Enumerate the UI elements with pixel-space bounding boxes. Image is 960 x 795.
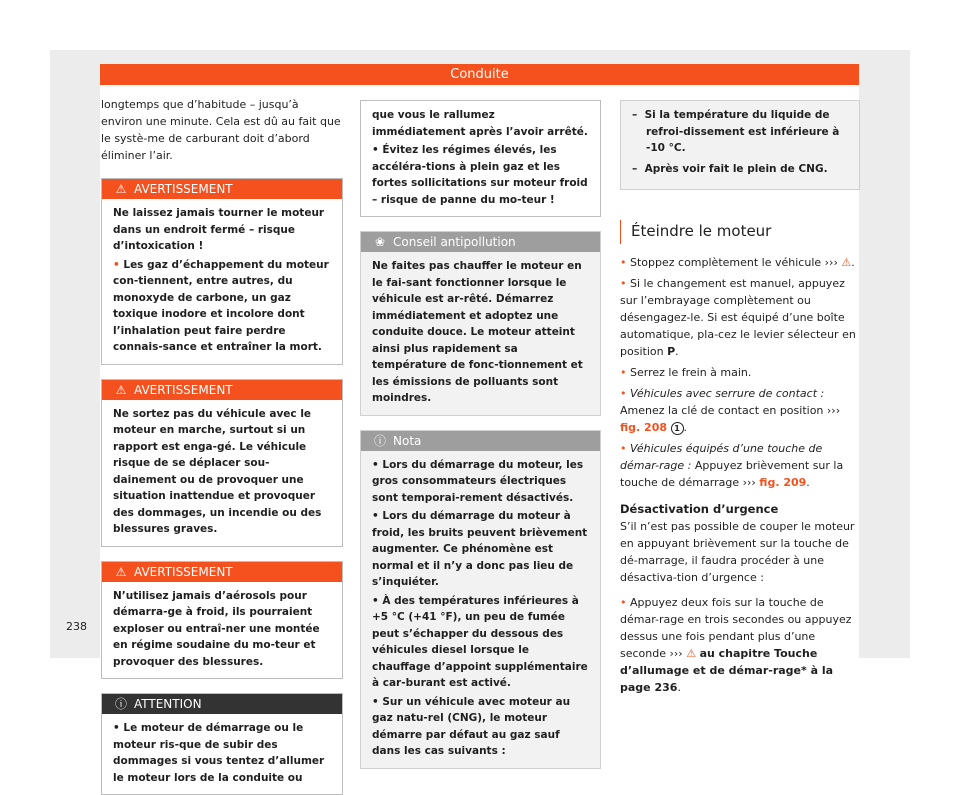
attention-text: que vous le rallumez immédiatement après l’avoir arrêté. (372, 109, 588, 138)
attention-box-continued (360, 100, 601, 217)
eco-tip-box (360, 231, 601, 416)
bullet-icon: • (372, 458, 379, 471)
attention-text: Le moteur de démarrage ou le moteur ris-que de subir des dommages si vous tentez d’allumer le moteur lors de la conduite ou (113, 722, 325, 784)
info-circle-icon: ⓘ (114, 697, 127, 711)
page-header: Conduite (100, 64, 859, 85)
column-2 (360, 96, 601, 769)
dash-icon: – (632, 162, 638, 175)
figure-link[interactable]: fig. 209 (759, 476, 807, 489)
attention-header: ⓘ ATTENTION (102, 694, 342, 714)
bullet-icon: • (372, 594, 379, 607)
warning-header: ⚠ AVERTISSEMENT (102, 179, 342, 199)
bullet-icon: • (372, 510, 379, 522)
warning-triangle-icon: ⚠ (115, 564, 127, 579)
note-text: Lors du démarrage du moteur, les gros consommateurs électriques sont temporai-rement désactivés. (372, 458, 584, 504)
section-heading: Éteindre le moteur (620, 220, 860, 244)
note-box (360, 430, 601, 769)
warning-triangle-icon: ⚠ (115, 182, 127, 196)
note-text: Si la température du liquide de refroi-dissement est inférieure à -10 °C. (644, 109, 840, 154)
bullet-icon: • (620, 256, 627, 269)
attention-box (101, 693, 343, 795)
bullet-icon: • (620, 366, 627, 379)
bullet-icon: • (620, 277, 627, 290)
warning-header: ⚠ AVERTISSEMENT (102, 562, 342, 582)
eco-tip-text: Ne faites pas chauffer le moteur en le fai-sant fonctionner lorsque le véhicule est ar-rêté. Démarrez immédiatement et adoptez une conduite douce. Le moteur atteint ainsi plus rapidement sa température de fonc-tionnement et les émissions de polluants sont moindres. (372, 260, 583, 404)
chapter-link[interactable]: au chapitre Touche d’allumage et de démar-rage* à la page 236 (620, 647, 834, 694)
warning-box-3 (101, 561, 343, 680)
leaf-icon: ❀ (374, 235, 386, 249)
warning-text: Les gaz d’échappement du moteur con-tiennent, entre autres, du monoxyde de carbone, un gaz toxique inodore et incolore dont l’inhalation peut faire perdre connais-sance et entraîner la mort. (113, 258, 329, 353)
bullet-icon: • (113, 258, 120, 271)
figure-link[interactable]: fig. 208 (620, 421, 667, 434)
info-square-icon: ⓘ (373, 433, 386, 448)
callout-number: 1 (671, 422, 684, 435)
bullet-icon: • (372, 695, 379, 708)
bullet-icon: • (113, 722, 120, 734)
warning-triangle-icon: ⚠ (686, 647, 697, 660)
cross-ref-arrows[interactable]: ››› (742, 476, 756, 489)
bullet-icon: • (620, 442, 627, 455)
dash-icon: – (632, 109, 638, 121)
note-text: Après voir fait le plein de CNG. (644, 162, 828, 175)
bullet-icon: • (372, 144, 379, 156)
warning-box-2 (101, 379, 343, 547)
cross-ref-arrows[interactable]: ››› (824, 256, 838, 269)
page-number: 238 (66, 620, 87, 633)
column-1 (101, 96, 343, 795)
subheading: Désactivation d’urgence (620, 502, 779, 516)
warning-text: Ne sortez pas du véhicule avec le moteur en marche, surtout si un rapport est enga-gé. Le véhicule risque de se déplacer sou-dainement ou de provoquer une situation inattendue et provoquer des dommages, un incendie ou des blessures graves. (113, 407, 322, 535)
warning-box-1 (101, 178, 343, 365)
warning-header: ⚠ AVERTISSEMENT (102, 380, 342, 400)
warning-triangle-icon: ⚠ (841, 256, 852, 269)
attention-text: Évitez les régimes élevés, les accéléra-tions à plein gaz et les fortes sollicitations sur moteur froid – risque de panne du mo-teur ! (372, 144, 588, 206)
body-text: S’il n’est pas possible de couper le moteur en appuyant brièvement sur la touche de dé-marrage, il faudra procéder à une désactiva-tion d’urgence : (620, 520, 855, 584)
note-text: Lors du démarrage du moteur à froid, les bruits peuvent brièvement augmenter. Ce phénomène est normal et il n’y a donc pas lieu de s’inquiéter. (372, 510, 588, 588)
note-text: À des températures inférieures à +5 °C (+41 °F), un peu de fumée peut s’échapper du dessous des véhicules diesel lorsque le chauffage d’appoint supplémentaire à car-burant est activé. (372, 594, 588, 689)
note-header: ⓘ Nota (361, 431, 600, 451)
eco-tip-header: ❀ Conseil antipollution (361, 232, 600, 252)
column-3: – Si la température du liquide de refroi-dissement est inférieure à -10 °C. – Après voir fait le plein de CNG. Éteindre le moteur • Stoppez complètement le véhicule ››› ⚠. • Si le changement est manuel, appuyez sur l’embrayage complètement ou désengagez-le. Si est équipé d’une boîte automatique, pla-cez le levier sélecteur en position P. • Serrez le frein à main. • Véhicules avec serrure de contact : Amenez la clé de contact en position ››› fig. 208 1 . • Véhicules équipés d’une touche de démar-rage : Appuyez brièvement sur la touche de démarrage ››› fig. 209. Désactivation d’urgence S’il n’est pas possible de couper le moteur en appuyant brièvement sur la touche de dé-marrage, il faudra procéder à une désactiva-tion d’urgence : • Appuyez deux fois sur la touche de démar-rage en trois secondes ou appuyez dessus une fois pendant plus d’une seconde ››› ⚠ au chapitre Touche d’allumage et de démar-rage* à la page 236. (620, 96, 860, 700)
warning-text: Ne laissez jamais tourner le moteur dans un endroit fermé – risque d’intoxication ! (113, 207, 325, 252)
bullet-icon: • (620, 387, 627, 400)
cross-ref-arrows[interactable]: ››› (826, 404, 841, 417)
cross-ref-arrows[interactable]: ››› (669, 647, 683, 660)
intro-text: longtemps que d’habitude – jusqu’à environ une minute. Cela est dû au fait que le systè-me de carburant doit d’abord éliminer l’air. (101, 98, 341, 162)
warning-text: N’utilisez jamais d’aérosols pour démarra-ge à froid, ils pourraient exploser ou entraî-ner une montée en régime soudaine du mo-teur et provoquer des blessures. (113, 589, 320, 668)
bullet-icon: • (620, 596, 627, 609)
note-box-continued (620, 100, 860, 190)
warning-triangle-icon: ⚠ (115, 382, 127, 397)
note-text: Sur un véhicule avec moteur au gaz natu-rel (CNG), le moteur démarre par défaut au gaz sauf dans les cas suivants : (372, 695, 571, 757)
